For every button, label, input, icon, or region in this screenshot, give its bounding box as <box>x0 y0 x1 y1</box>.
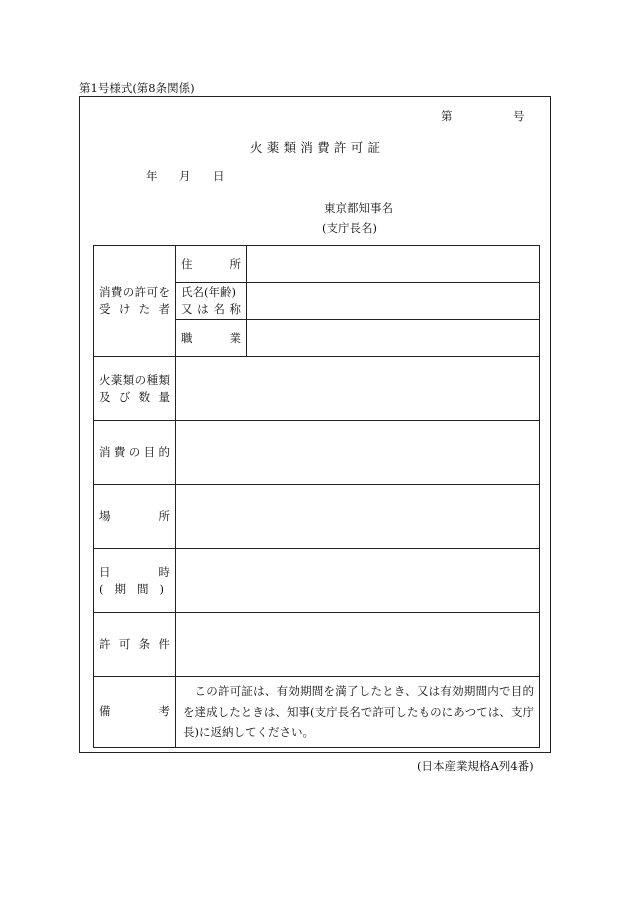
permittee-label-line1: 消 費 の 許 可 を <box>99 285 170 299</box>
date-year: 年 <box>146 169 158 183</box>
occupation-label <box>176 320 247 357</box>
purpose-label <box>94 421 176 485</box>
number-dai: 第 <box>441 109 453 123</box>
name-label-line2: 又 は 名 称 <box>181 302 241 316</box>
permittee-label <box>94 246 176 357</box>
remarks-label-text: 備 考 <box>99 704 170 719</box>
form-label: 第1号様式(第8条関係) <box>79 81 195 95</box>
datetime-label-line1: 日 時 <box>99 564 170 579</box>
permit-form <box>79 96 551 753</box>
issuer-alt: (支庁長名) <box>322 221 377 235</box>
place-label-text: 場 所 <box>99 509 170 523</box>
purpose-label-text: 消 費 の 目 的 <box>99 445 170 459</box>
datetime-label <box>94 549 176 613</box>
occupation-value <box>247 320 540 357</box>
kinds-label-line1: 火 薬 類 の 種 類 <box>99 372 170 387</box>
address-label <box>176 246 247 283</box>
form-title: 火 薬 類 消 費 許 可 証 <box>250 140 380 155</box>
permit-table <box>93 245 540 748</box>
name-value <box>247 283 540 320</box>
date-day: 日 <box>213 169 225 183</box>
purpose-value <box>176 421 540 485</box>
address-label-text: 住 所 <box>181 256 241 271</box>
address-value <box>247 246 540 283</box>
date-month: 月 <box>179 169 191 183</box>
kinds-label-line2: 及 び 数 量 <box>99 389 170 404</box>
conditions-label-text: 許 可 条 件 <box>99 637 170 651</box>
name-label <box>176 283 247 320</box>
number-go: 号 <box>513 109 525 123</box>
conditions-label <box>94 613 176 677</box>
datetime-label-line2: ( 期 間 ) <box>99 581 164 596</box>
occupation-label-text: 職 業 <box>181 330 241 345</box>
name-label-line1: 氏名(年齢) <box>181 285 236 299</box>
kinds-label <box>94 357 176 421</box>
kinds-value <box>176 357 540 421</box>
remarks-text: この許可証は、有効期間を満了したとき、又は有効期間内で目的を達成したときは、知事(支庁長名で許可したものにあつては、支庁長)に返納してください。 <box>176 677 540 748</box>
permittee-label-line2: 受 け た 者 <box>99 302 170 316</box>
conditions-value <box>176 613 540 677</box>
place-value <box>176 485 540 549</box>
remarks-label <box>94 677 176 748</box>
place-label <box>94 485 176 549</box>
paper-size-note: (日本産業規格A列4番) <box>417 759 534 773</box>
issuer-name: 東京都知事名 <box>324 201 393 215</box>
datetime-value <box>176 549 540 613</box>
